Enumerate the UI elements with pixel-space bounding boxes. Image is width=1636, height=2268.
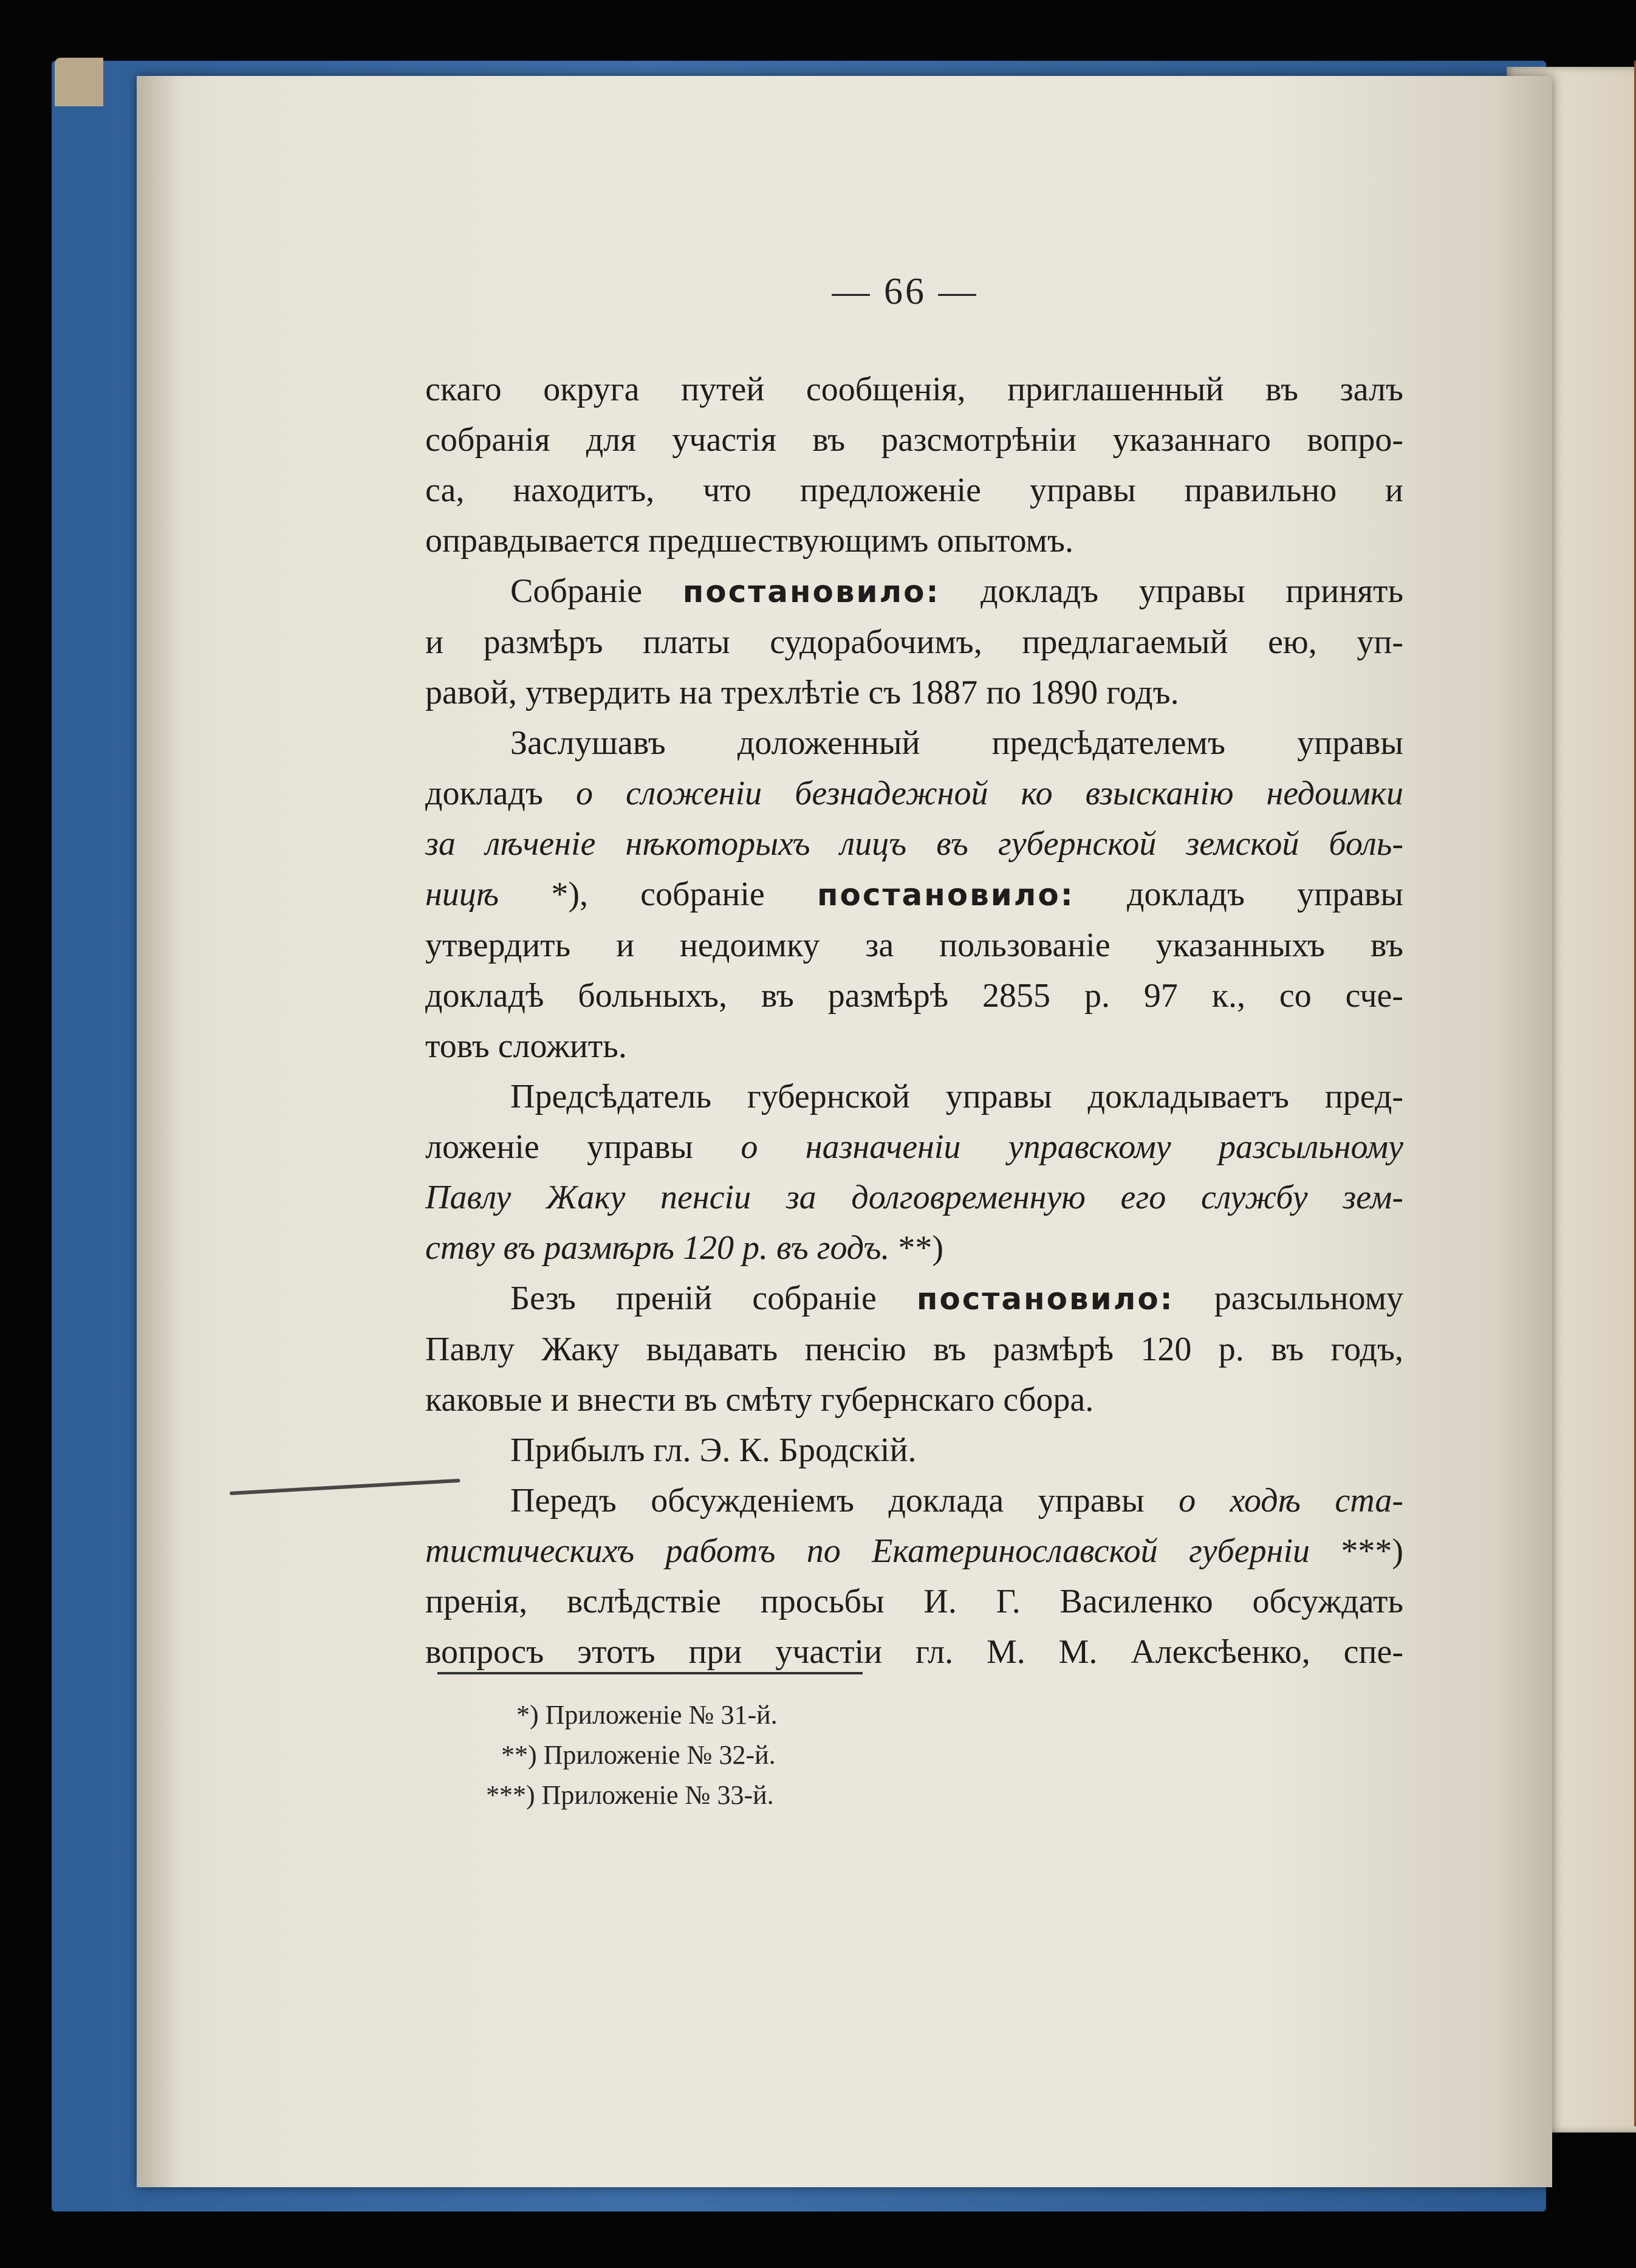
text-line: равой, утвердить на трехлѣтіе съ 1887 по 1890 годъ. — [425, 674, 1179, 711]
paragraph — [425, 566, 1403, 718]
text-run: ложеніе управы — [425, 1128, 741, 1166]
text-line: Заслушавъ доложенный предсѣдателемъ управы — [510, 724, 1403, 762]
text-line: утвердить и недоимку за пользованіе указанныхъ въ — [425, 927, 1403, 964]
text-line: Предсѣдатель губернской управы докладываетъ пред- — [510, 1078, 1403, 1115]
text-line: и размѣръ платы судорабочимъ, предлагаемый ею, уп- — [425, 623, 1403, 661]
paragraph — [425, 1273, 1403, 1425]
text-run: Безъ преній собраніе — [510, 1280, 917, 1317]
footnote: *) Приложеніе № 31-й. — [516, 1700, 778, 1730]
text-line: пренія, вслѣдствіе просьбы И. Г. Василенко обсуждать — [425, 1583, 1403, 1620]
paragraph — [425, 1425, 1403, 1476]
text-line — [425, 769, 1403, 819]
page-number: — 66 — — [832, 271, 979, 312]
text-line: Павлу Жаку выдавать пенсію въ размѣрѣ 120 р. въ годъ, — [425, 1331, 1403, 1368]
gutter-shadow — [137, 76, 179, 2187]
text-line: товъ сложить. — [425, 1027, 627, 1065]
footnote-rule — [437, 1672, 863, 1674]
paragraph — [425, 365, 1403, 566]
italic-title: за лѣченіе нѣкоторыхъ лицъ въ губернской земской боль- — [425, 825, 1403, 863]
italic-title: Павлу Жаку пенсіи за долговременную его службу зем- — [425, 1179, 1403, 1216]
body-text — [425, 365, 1403, 1677]
italic-title: ницѣ — [425, 875, 499, 913]
text-line: собранія для участія въ разсмотрѣніи указаннаго вопро- — [425, 421, 1403, 459]
text-line — [425, 869, 1403, 920]
paragraph — [425, 718, 1403, 1072]
text-line — [425, 1173, 1403, 1223]
italic-title: ству въ размѣрѣ 120 р. въ годъ. — [425, 1229, 890, 1267]
text-line: са, находитъ, что предложеніе управы правильно и — [425, 471, 1403, 509]
text-run: Передъ обсужденіемъ доклада управы — [510, 1482, 1179, 1519]
text-run: докладъ — [425, 775, 576, 812]
paragraph — [425, 1476, 1403, 1677]
text-line: вопросъ этотъ при участіи гл. М. М. Алексѣенко, спе- — [425, 1633, 1403, 1671]
text-line — [425, 1122, 1403, 1173]
text-line — [425, 1273, 1403, 1324]
paragraph — [425, 1072, 1403, 1273]
text-line: Прибылъ гл. Э. К. Бродскій. — [510, 1431, 917, 1469]
text-line — [425, 1223, 1403, 1273]
text-line: докладѣ больныхъ, въ размѣрѣ 2855 р. 97 к., со сче- — [425, 977, 1403, 1015]
text-line: оправдывается предшествующимъ опытомъ. — [425, 522, 1073, 560]
text-run: **) — [889, 1229, 944, 1267]
text-run: разсыльному — [1174, 1280, 1403, 1317]
text-run: *), собраніе — [499, 875, 817, 913]
text-run: докладъ управы — [1074, 875, 1403, 913]
footnotes — [425, 1695, 911, 1815]
text-line — [425, 566, 1403, 617]
text-run: Собраніе — [510, 572, 683, 610]
italic-title: о ходѣ ста- — [1179, 1482, 1403, 1519]
spaced-emphasis: постановило: — [816, 877, 1075, 913]
text-line: скаго округа путей сообщенія, приглашенный въ залъ — [425, 371, 1403, 408]
text-line — [425, 1476, 1403, 1526]
footnote: **) Приложеніе № 32-й. — [501, 1740, 776, 1770]
cover-corner-wear — [55, 58, 103, 106]
text-run: докладъ управы принять — [940, 572, 1403, 610]
text-line — [425, 1526, 1403, 1577]
text-line: каковые и внести въ смѣту губернскаго сбора. — [425, 1381, 1094, 1419]
footnote: ***) Приложеніе № 33-й. — [486, 1780, 774, 1810]
spaced-emphasis: постановило: — [682, 574, 940, 609]
spaced-emphasis: постановило: — [916, 1281, 1174, 1317]
text-line — [425, 819, 1403, 869]
italic-title: о назначеніи управскому разсыльному — [741, 1128, 1404, 1166]
italic-title: тистическихъ работъ по Екатеринославской губерніи — [425, 1532, 1310, 1570]
text-run: ***) — [1310, 1532, 1403, 1570]
italic-title: о сложеніи безнадежной ко взысканію недоимки — [576, 775, 1403, 812]
